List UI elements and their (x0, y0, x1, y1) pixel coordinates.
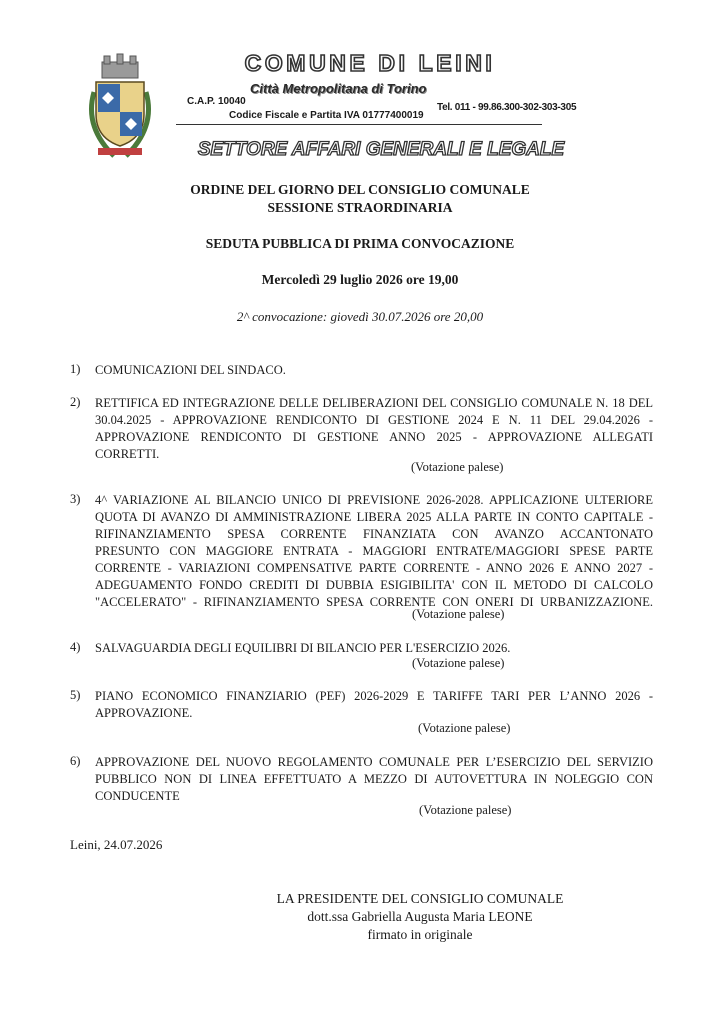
item-line: 30.04.2025 - APPROVAZIONE RENDICONTO DI GESTIONE 2024 E N. 11 DEL 29.04.2026 - (95, 413, 653, 427)
comune-title-text: COMUNE DI LEINI (244, 50, 496, 76)
department-name-text: SETTORE AFFARI GENERALI E LEGALE (197, 139, 565, 160)
comune-title (190, 46, 550, 82)
second-convocation: 2^ convocazione: giovedì 30.07.2026 ore 20,00 (236, 309, 484, 324)
item-line: CORRETTI. (95, 447, 160, 461)
postal-code: C.A.P. 10040 (187, 96, 246, 107)
agenda-item (95, 640, 653, 657)
signatory-role: LA PRESIDENTE DEL CONSIGLIO COMUNALE (276, 891, 564, 906)
city-name: Città Metropolitana di Torino (250, 81, 427, 96)
agenda-item (95, 754, 653, 805)
agenda-item (95, 492, 653, 611)
item-line: CORRENTE - VARIAZIONI COMPENSATIVE PARTE CORRENTE - ANNO 2026 E ANNO 2027 - (95, 561, 653, 575)
item-line: SALVAGUARDIA DEGLI EQUILIBRI DI BILANCIO PER L'ESERCIZIO 2026. (95, 641, 511, 655)
item-line: APPROVAZIONE RENDICONTO DI GESTIONE ANNO 2025 - APPROVAZIONE ALLEGATI (95, 430, 653, 444)
item-number: 4) (70, 640, 81, 654)
item-number: 6) (70, 754, 81, 768)
item-line: RIFINANZIAMENTO SPESA CORRENTE FINANZIATA CON AVANZO ACCANTONATO (95, 527, 653, 541)
coat-of-arms-icon (84, 52, 156, 162)
item-line: 4^ VARIAZIONE AL BILANCIO UNICO DI PREVISIONE 2026-2028. APPLICAZIONE ULTERIORE (95, 493, 653, 507)
item-line: "ACCELERATO" - RIFINANZIAMENTO SPESA CORRENTE CON ONERI DI URBANIZZAZIONE. (95, 595, 653, 609)
agenda-item (95, 688, 653, 722)
signatory-name: dott.ssa Gabriella Augusta Maria LEONE (307, 909, 533, 924)
item-line: PUBBLICO NON DI LINEA EFFETTUATO A MEZZO DI AUTOVETTURA IN NOLEGGIO CON (95, 772, 653, 786)
item-line: RETTIFICA ED INTEGRAZIONE DELLE DELIBERAZIONI DEL CONSIGLIO COMUNALE N. 18 DEL (95, 396, 653, 410)
session-type: SESSIONE STRAORDINARIA (267, 200, 453, 215)
vote-type: (Votazione palese) (412, 607, 505, 621)
item-number: 1) (70, 362, 81, 376)
vote-type: (Votazione palese) (412, 656, 505, 670)
agenda-title: ORDINE DEL GIORNO DEL CONSIGLIO COMUNALE (190, 182, 530, 197)
item-line: ADEGUAMENTO FONDO CREDITI DI DUBBIA ESIGIBILITA' CON IL METODO DI CALCOLO (95, 578, 653, 592)
vote-type: (Votazione palese) (419, 803, 512, 817)
phone-numbers: Tel. 011 - 99.86.300-302-303-305 (437, 102, 577, 113)
meeting-type: SEDUTA PUBBLICA DI PRIMA CONVOCAZIONE (205, 236, 515, 251)
item-number: 3) (70, 492, 81, 506)
vote-type: (Votazione palese) (418, 721, 511, 735)
meeting-date: Mercoledì 29 luglio 2026 ore 19,00 (261, 272, 459, 287)
item-line: CONDUCENTE (95, 789, 180, 803)
item-line: APPROVAZIONE. (95, 706, 193, 720)
item-line: COMUNICAZIONI DEL SINDACO. (95, 363, 286, 377)
item-number: 2) (70, 395, 81, 409)
agenda-item (95, 395, 653, 463)
signature-note: firmato in originale (367, 927, 473, 942)
tax-code: Codice Fiscale e Partita IVA 01777400019 (229, 110, 424, 121)
header-divider (176, 124, 542, 125)
item-line: APPROVAZIONE DEL NUOVO REGOLAMENTO COMUNALE PER L’ESERCIZIO DEL SERVIZIO (95, 755, 653, 769)
department-name (197, 133, 565, 163)
agenda-item (95, 362, 653, 379)
item-line: PRESUNTO CON MAGGIORE ENTRATA - MAGGIORI ENTRATE/MAGGIORI SPESE PARTE (95, 544, 653, 558)
item-line: PIANO ECONOMICO FINANZIARIO (PEF) 2026-2029 E TARIFFE TARI PER L’ANNO 2026 - (95, 689, 653, 703)
place-date: Leini, 24.07.2026 (70, 837, 163, 852)
vote-type: (Votazione palese) (411, 460, 504, 474)
item-line: QUOTA DI AVANZO DI AMMINISTRAZIONE LIBERA 2025 ALLA PARTE IN CONTO CAPITALE - (95, 510, 653, 524)
item-number: 5) (70, 688, 81, 702)
